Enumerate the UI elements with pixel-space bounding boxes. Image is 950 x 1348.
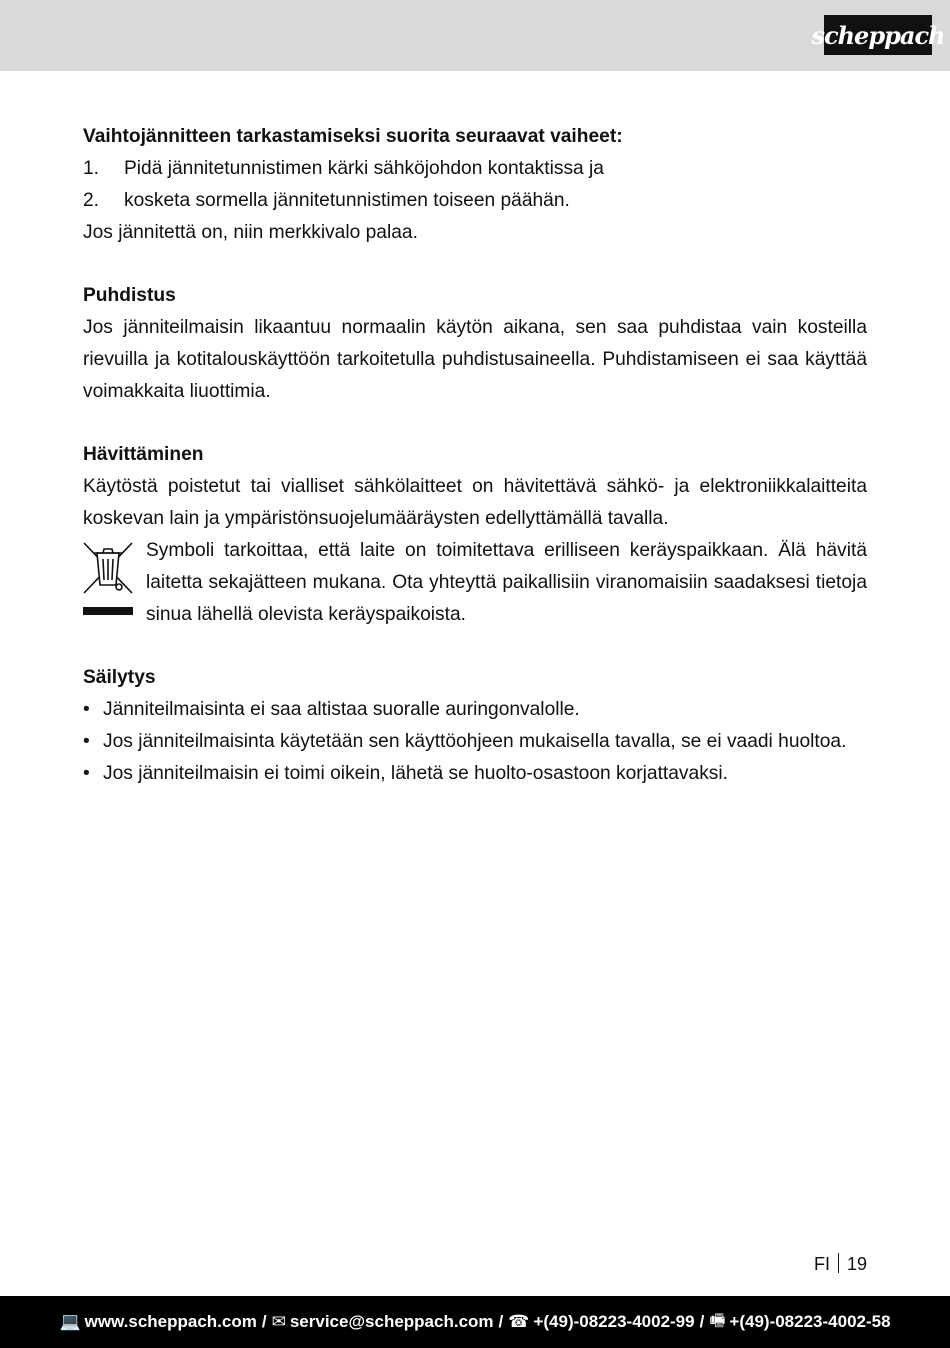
page-footer [0, 1296, 950, 1348]
cleaning-text: Jos jänniteilmaisin likaantuu normaalin käytön aikana, sen saa puhdistaa vain kosteilla rievuilla ja kotitalouskäyttöön tarkoitetulla puhdistusaineella. Puhdistamiseen ei saa käyttää voimakkaita liuottimia. [83, 317, 867, 402]
intro-heading: Vaihtojännitteen tarkastamiseksi suorita seuraavat vaiheet: [83, 126, 623, 147]
step-text: kosketa sormella jännitetunnistimen toiseen päähän. [124, 190, 570, 211]
bullet-icon: • [83, 763, 90, 784]
step-number: 1. [83, 158, 100, 179]
page-language: FI [813, 1254, 830, 1274]
footer-email[interactable]: service@scheppach.com [289, 1312, 494, 1331]
envelope-icon: ✉ [271, 1312, 286, 1331]
step-item [83, 185, 867, 217]
page-number-value: 19 [846, 1254, 867, 1274]
disposal-heading: Hävittäminen [83, 444, 204, 465]
step-item [83, 153, 867, 185]
fax-icon: 🖷 [709, 1310, 726, 1330]
storage-heading: Säilytys [83, 667, 156, 688]
weee-text: Symboli tarkoittaa, että laite on toimitettava erilliseen keräyspaikkaan. Älä hävitä laitetta sekajätteen mukana. Ota yhteyttä paikallisiin viranomaisiin saadaksesi tietoja sinua lähellä olevista keräyspaikoista. [146, 540, 867, 625]
telephone-icon: ☎ [508, 1312, 530, 1331]
list-item [83, 694, 867, 726]
bullet-icon: • [83, 731, 90, 752]
list-item [83, 726, 867, 758]
intro-result: Jos jännitettä on, niin merkkivalo palaa. [83, 222, 418, 243]
list-item [83, 758, 867, 790]
disposal-text: Käytöstä poistetut tai vialliset sähkölaitteet on hävitettävä sähkö- ja elektroniikkalaitteita koskevan lain ja ympäristönsuojelumääräysten edellyttämällä tavalla. [83, 476, 867, 529]
footer-separator: / [699, 1312, 705, 1331]
bullet-icon: • [83, 699, 90, 720]
brand-logo: scheppach [824, 15, 932, 55]
list-item-text: Jos jänniteilmaisin ei toimi oikein, lähetä se huolto-osastoon korjattavaksi. [103, 763, 728, 784]
page-number [780, 1252, 867, 1276]
document-body [83, 121, 867, 790]
footer-separator: / [261, 1312, 267, 1331]
list-item-text: Jos jänniteilmaisinta käytetään sen käyttöohjeen mukaisella tavalla, se ei vaadi huoltoa. [103, 731, 847, 752]
weee-notice [83, 535, 867, 631]
cleaning-heading: Puhdistus [83, 285, 176, 306]
footer-website[interactable]: www.scheppach.com [84, 1312, 257, 1331]
step-number: 2. [83, 190, 100, 211]
footer-fax: +(49)-08223-4002-58 [729, 1312, 891, 1331]
computer-icon: 💻 [59, 1312, 81, 1331]
page-header [0, 0, 950, 71]
crossed-out-wheelie-bin-icon [83, 541, 133, 621]
footer-separator: / [498, 1312, 504, 1331]
list-item-text: Jänniteilmaisinta ei saa altistaa suoralle auringonvalolle. [103, 699, 580, 720]
footer-phone: +(49)-08223-4002-99 [533, 1312, 695, 1331]
step-text: Pidä jännitetunnistimen kärki sähköjohdon kontaktissa ja [124, 158, 604, 179]
page-number-divider [838, 1253, 839, 1273]
